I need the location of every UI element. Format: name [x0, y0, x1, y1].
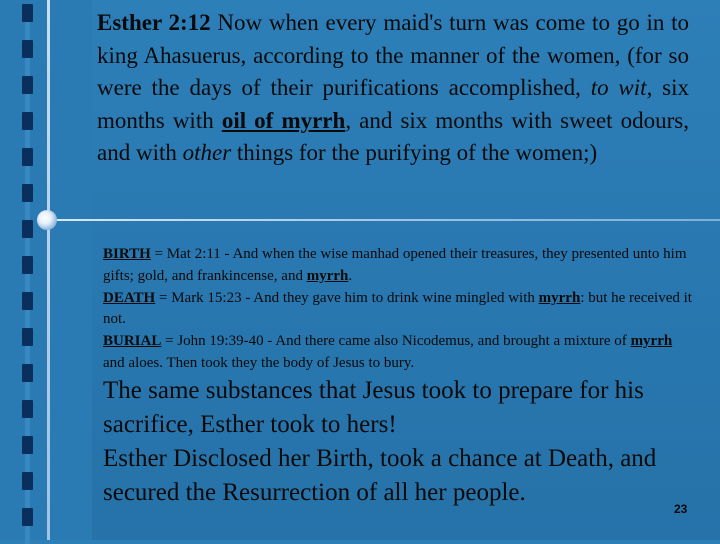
binder-bar-highlight [25, 382, 30, 400]
binder-bar [22, 508, 33, 526]
birth-end: . [348, 267, 353, 284]
binder-bar-highlight [25, 58, 30, 76]
burial-end: and aloes. Then took they the body of Jesus to bury. [103, 354, 415, 371]
burial-reference [103, 331, 693, 375]
binder-bar [22, 364, 33, 382]
binder-bar-highlight [25, 238, 30, 256]
death-text: = Mark 15:23 - And they gave him to drink wine mingled with [155, 289, 539, 306]
death-end: : but he received it not. [103, 289, 692, 328]
binder-bar [22, 220, 33, 238]
binder-bar [22, 472, 33, 490]
binder-bar [22, 76, 33, 94]
verse-part-2: , six months with [97, 75, 690, 133]
closing-line-1: The same substances that Jesus took to prepare for his sacrifice, Esther took to hers! [103, 377, 644, 438]
binder-bar-highlight [25, 346, 30, 364]
verse-part-1: Now when every maid's turn was come to go in to king Ahasuerus, according to the manner of the women, (for so were the days of their purifications accomplished, [97, 10, 690, 100]
binder-bar-highlight [25, 490, 30, 508]
binder-bar-highlight [25, 130, 30, 148]
verse-other: other [182, 140, 232, 165]
verse-myrrh: myrrh [281, 107, 346, 133]
verse-of: of [246, 107, 282, 133]
death-myrrh: myrrh [538, 289, 581, 306]
birth-reference [103, 244, 693, 288]
binder-bar-highlight [25, 202, 30, 220]
binder-strip [0, 0, 92, 540]
vertical-rule [47, 0, 50, 540]
binder-bar-highlight [25, 418, 30, 436]
binder-bar-highlight [25, 526, 30, 544]
binder-bar-highlight [25, 94, 30, 112]
birth-text: = Mat 2:11 - And when the wise manhad opened their treasures, they presented unto him gifts; gold, and frankincense, and [103, 246, 687, 284]
binder-bar [22, 184, 33, 202]
horizontal-rule [47, 219, 720, 221]
binder-bar-highlight [25, 310, 30, 328]
birth-myrrh: myrrh [306, 267, 349, 284]
binder-bar-highlight [25, 454, 30, 472]
binder-bar-highlight [25, 166, 30, 184]
binder-bar-highlight [25, 22, 30, 40]
binder-bar [22, 400, 33, 418]
verse-reference: Esther 2:12 [97, 10, 211, 35]
binder-bar [22, 436, 33, 454]
binder-bar [22, 148, 33, 166]
birth-label: BIRTH [103, 246, 151, 262]
binder-bar-highlight [25, 274, 30, 292]
binder-bar [22, 328, 33, 346]
death-label: DEATH [103, 289, 156, 306]
verse-text [97, 7, 689, 170]
verse-oil: oil [221, 107, 247, 133]
binder-bar [22, 40, 33, 58]
scripture-references [103, 244, 693, 375]
death-reference [103, 288, 693, 332]
binder-bar [22, 4, 33, 22]
glow-dot [37, 210, 57, 230]
verse-part-4: things for the purifying of the women;) [231, 140, 598, 165]
binder-bar [22, 256, 33, 274]
burial-label: BURIAL [103, 333, 162, 350]
burial-text: = John 19:39-40 - And there came also Nicodemus, and brought a mixture of [161, 333, 631, 350]
closing-line-2: Esther Disclosed her Birth, took a chance at Death, and secured the Resurrection of all her people. [103, 445, 657, 506]
burial-myrrh: myrrh [630, 333, 673, 350]
closing-text [103, 374, 703, 510]
binder-bar [22, 292, 33, 310]
verse-part-3: , and six months with sweet odours, and with [97, 107, 689, 165]
page-number: 23 [674, 502, 688, 516]
binder-bar [22, 112, 33, 130]
verse-to-wit: to wit [590, 75, 647, 100]
